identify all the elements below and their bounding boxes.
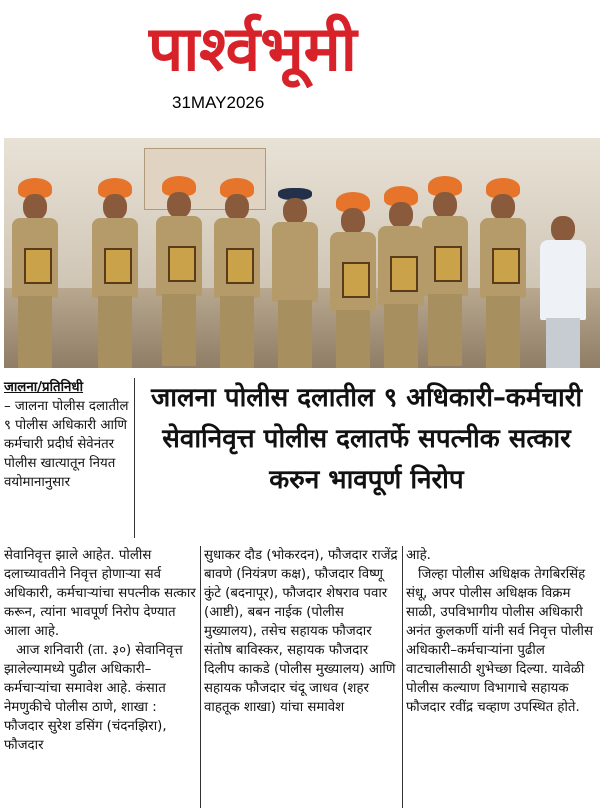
officer-figure bbox=[330, 192, 376, 368]
publication-date: 31MAY2026 bbox=[172, 93, 265, 112]
article-headline: जालना पोलीस दलातील ९ अधिकारी–कर्मचारी सेवानिवृत्त पोलीस दलातर्फे सपत्नीक सत्कार करुन भावपूर्ण निरोप bbox=[150, 383, 583, 495]
officer-figure bbox=[378, 186, 424, 368]
civilian-figure bbox=[540, 200, 586, 368]
article-paragraph: जिल्हा पोलीस अधिक्षक तेगबिरसिंह संधू, अपर पोलीस अधिक्षक विक्रम साळी, उपविभागीय पोलीस अधिकारी अनंत कुलकर्णी यांनी सर्व निवृत्त पोलीस अधिकारी–कर्मचाऱ्यांना पुढील वाटचालीसाठी शुभेच्छा दिल्या. यावेळी पोलीस कल्याण विभागाचे सहायक फौजदार रवींद्र चव्हाण उपस्थित होते. bbox=[406, 567, 593, 715]
group-photo bbox=[4, 138, 600, 368]
article-paragraph: सेवानिवृत्त झाले आहेत. पोलीस दलाच्यावतीने निवृत्त होणाऱ्या सर्व अधिकारी, कर्मचाऱ्यांचा सपत्नीक सत्कार करून, त्यांना भावपूर्ण निरोप देण्यात आला आहे. bbox=[4, 548, 196, 639]
article-paragraph: आज शनिवारी (ता. ३०) सेवानिवृत्त झालेल्यामध्ये पुढील अधिकारी–कर्मचाऱ्यांचा समावेश आहे. कंसात नेमणुकीचे पोलीस ठाणे, शाखा : फौजदार सुरेश डसिंग (चंदनझिरा), फौजदार bbox=[4, 643, 183, 753]
intro-text: – जालना पोलीस दलातील ९ पोलीस अधिकारी आणि कर्मचारी प्रदीर्घ सेवेनंतर पोलीस खात्यातून नियत वयोमानानुसार bbox=[4, 399, 129, 490]
reporter-byline: जालना/प्रतिनिधी bbox=[4, 380, 84, 395]
article-column-1 bbox=[4, 546, 197, 755]
column-divider bbox=[134, 378, 135, 538]
article-paragraph: आहे. bbox=[406, 548, 431, 563]
officer-figure bbox=[480, 178, 526, 368]
intro-column bbox=[4, 378, 131, 492]
officer-figure bbox=[272, 182, 318, 368]
officer-figure bbox=[214, 178, 260, 368]
masthead-title: पार्श्वभूमी bbox=[148, 12, 357, 85]
article-column-2 bbox=[204, 546, 400, 717]
officer-figure bbox=[422, 176, 468, 368]
officer-figure bbox=[92, 178, 138, 368]
officer-figure bbox=[12, 178, 58, 368]
article-column-3 bbox=[406, 546, 599, 717]
article-paragraph: सुधाकर दौड (भोकरदन), फौजदार राजेंद्र बावणे (नियंत्रण कक्ष), फौजदार विष्णू कुंटे (बदनापूर), फौजदार शेषराव पवार (आष्टी), बबन नाईक (पोलीस मुख्यालय), तसेच सहायक फौजदार संतोष बाविस्कर, सहायक फौजदार दिलीप काकडे (पोलीस मुख्यालय) आणि सहायक फौजदार चंदू जाधव (शहर वाहतूक शाखा) यांचा समावेश bbox=[204, 548, 398, 715]
column-divider bbox=[200, 546, 201, 808]
column-divider bbox=[402, 546, 403, 808]
officer-figure bbox=[156, 176, 202, 368]
